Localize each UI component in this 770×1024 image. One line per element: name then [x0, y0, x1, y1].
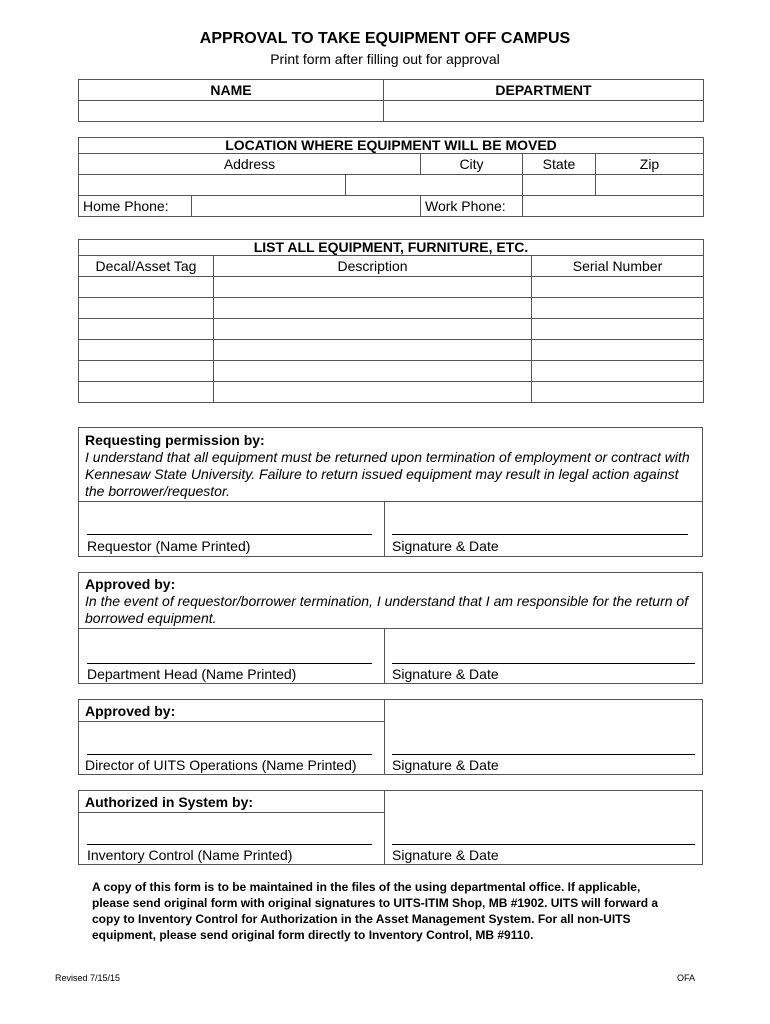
name-header: NAME: [79, 80, 384, 101]
city-field[interactable]: [346, 175, 523, 196]
column-header: Serial Number: [532, 256, 704, 277]
form-title: APPROVAL TO TAKE EQUIPMENT OFF CAMPUS: [199, 30, 571, 47]
approval-heading: Approved by:: [85, 576, 176, 592]
inventory-control-signature-line[interactable]: [392, 844, 695, 845]
authorized-heading: Authorized in System by:: [85, 794, 254, 810]
table-row: [79, 382, 704, 403]
address-label: Address: [79, 154, 421, 175]
divider: [79, 721, 384, 722]
work-phone-field[interactable]: [523, 196, 704, 217]
location-header: LOCATION WHERE EQUIPMENT WILL BE MOVED: [79, 138, 704, 154]
table-cell[interactable]: [532, 319, 704, 340]
requesting-heading: Requesting permission by:: [85, 432, 265, 448]
requestor-signature-line[interactable]: [392, 534, 688, 535]
state-label: State: [523, 154, 596, 175]
inventory-control-name-line[interactable]: [87, 844, 372, 845]
table-row: [79, 277, 704, 298]
address-field[interactable]: [79, 175, 346, 196]
department-field[interactable]: [384, 101, 704, 122]
requestor-name-label: Requestor (Name Printed): [87, 538, 251, 554]
department-header: DEPARTMENT: [384, 80, 704, 101]
divider: [79, 812, 384, 813]
location-table: [78, 137, 704, 217]
table-cell[interactable]: [214, 319, 532, 340]
zip-field[interactable]: [596, 175, 704, 196]
uits-director-name-label: Director of UITS Operations (Name Printed): [85, 757, 357, 773]
table-row: [79, 298, 704, 319]
table-row: [79, 319, 704, 340]
table-cell[interactable]: [214, 277, 532, 298]
table-cell[interactable]: [214, 382, 532, 403]
approval-statement: In the event of requestor/borrower termination, I understand that I am responsible for the return of borrowed equipment.: [85, 593, 689, 626]
office-code: OFA: [677, 973, 696, 983]
table-cell[interactable]: [532, 277, 704, 298]
name-field[interactable]: [79, 101, 384, 122]
department-head-signature-label: Signature & Date: [392, 666, 499, 682]
requestor-signature-label: Signature & Date: [392, 538, 499, 554]
divider: [79, 501, 702, 502]
department-approval-section: [78, 572, 703, 684]
uits-director-name-line[interactable]: [87, 754, 372, 755]
divider: [384, 791, 385, 864]
inventory-control-name-label: Inventory Control (Name Printed): [87, 847, 293, 863]
home-phone-label: Home Phone:: [79, 196, 192, 217]
requesting-statement: I understand that all equipment must be returned upon termination of employment or contract with Kennesaw State University. Failure to return issued equipment may result in legal action against the borrower/requestor.: [85, 449, 690, 499]
table-cell[interactable]: [532, 298, 704, 319]
form-subtitle: Print form after filling out for approval: [270, 51, 500, 67]
divider: [384, 501, 385, 556]
requesting-section: [78, 427, 703, 557]
name-department-table: [78, 79, 704, 122]
table-cell[interactable]: [532, 382, 704, 403]
table-row: [79, 361, 704, 382]
column-header: Decal/Asset Tag: [79, 256, 214, 277]
approval-heading: Approved by:: [85, 703, 176, 719]
table-cell[interactable]: [214, 340, 532, 361]
uits-director-signature-label: Signature & Date: [392, 757, 499, 773]
table-cell[interactable]: [79, 298, 214, 319]
city-label: City: [421, 154, 523, 175]
table-cell[interactable]: [79, 361, 214, 382]
divider: [79, 628, 702, 629]
instructions-note: A copy of this form is to be maintained in the files of the using departmental office. If applicable, please send original form with original signatures to UITS-ITIM Shop, MB #1902. UITS will forward a copy to Inventory Control for Authorization in the Asset Management System. For all non-UITS equipment, please send original form directly to Inventory Control, MB #9110.: [92, 880, 659, 942]
uits-approval-section: [78, 699, 703, 775]
home-phone-field[interactable]: [192, 196, 421, 217]
table-cell[interactable]: [532, 361, 704, 382]
revision-date: Revised 7/15/15: [55, 973, 121, 983]
table-cell[interactable]: [214, 298, 532, 319]
divider: [384, 700, 385, 774]
department-head-name-line[interactable]: [87, 663, 372, 664]
department-head-signature-line[interactable]: [392, 663, 695, 664]
state-field[interactable]: [523, 175, 596, 196]
table-cell[interactable]: [532, 340, 704, 361]
zip-label: Zip: [596, 154, 704, 175]
table-cell[interactable]: [79, 277, 214, 298]
equipment-header: LIST ALL EQUIPMENT, FURNITURE, ETC.: [79, 240, 704, 256]
divider: [384, 628, 385, 683]
column-header: Description: [214, 256, 532, 277]
table-cell[interactable]: [79, 319, 214, 340]
table-cell[interactable]: [79, 382, 214, 403]
table-cell[interactable]: [79, 340, 214, 361]
table-row: [79, 340, 704, 361]
table-cell[interactable]: [214, 361, 532, 382]
equipment-table: [78, 239, 704, 403]
uits-director-signature-line[interactable]: [392, 754, 695, 755]
requestor-name-line[interactable]: [87, 534, 372, 535]
inventory-control-signature-label: Signature & Date: [392, 847, 499, 863]
work-phone-label: Work Phone:: [421, 196, 523, 217]
authorization-section: [78, 790, 703, 865]
department-head-name-label: Department Head (Name Printed): [87, 666, 297, 682]
